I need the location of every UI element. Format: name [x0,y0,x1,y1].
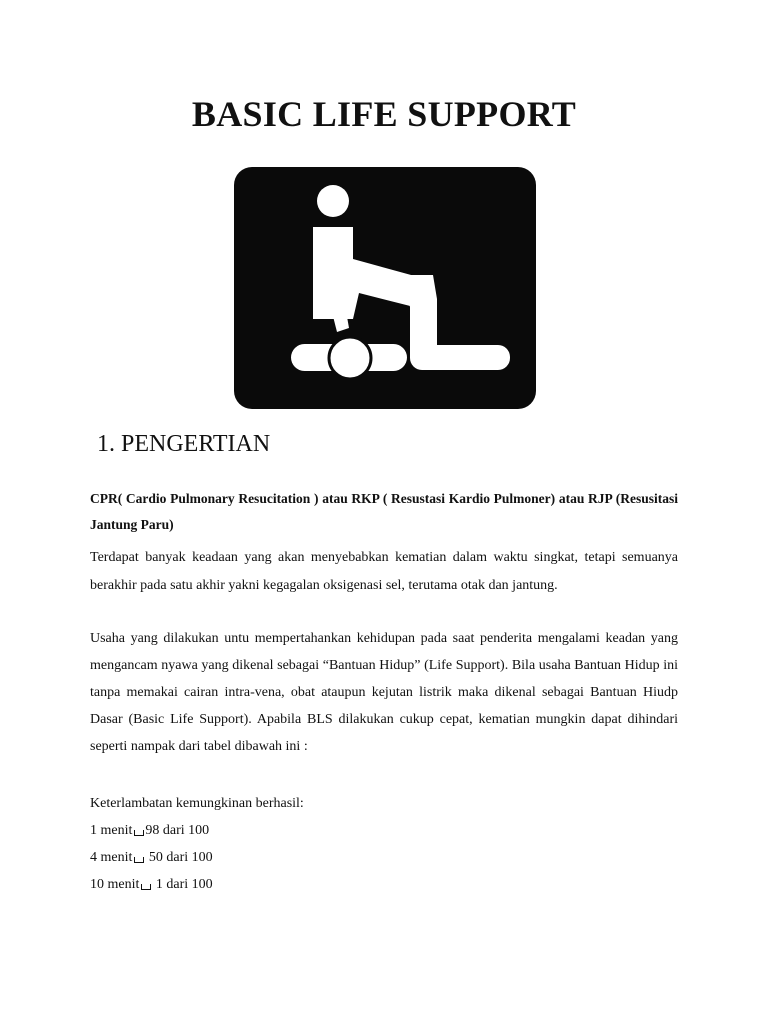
paragraph-oxygenation: Terdapat banyak keadaan yang akan menyebabkan kematian dalam waktu singkat, tetapi semuanya berakhir pada satu akhir yakni kegagalan oksigenasi sel, terutama otak dan jantung. [90,550,678,593]
section-heading [97,428,270,460]
arrow-icon [134,857,144,863]
delay-value: 1 menit [90,823,133,838]
delay-success-list [90,790,304,898]
section-heading-text: PENGERTIAN [121,431,271,457]
arrow-icon [134,830,144,836]
section-number: 1. [97,431,115,457]
cpr-definition: CPR( Cardio Pulmonary Resucitation ) atau RKP ( Resustasi Kardio Pulmoner) atau RJP (Resusitasi Jantung Paru) [90,491,678,532]
list-item [90,844,304,871]
success-value: 50 dari 100 [145,850,213,865]
delay-list-heading: Keterlambatan kemungkinan berhasil: [90,796,304,811]
list-item [90,871,304,898]
arrow-icon [141,884,151,890]
list-item [90,817,304,844]
success-value: 1 dari 100 [152,877,213,892]
document-title: BASIC LIFE SUPPORT [191,94,577,134]
success-value: 98 dari 100 [145,823,210,838]
delay-value: 10 menit [90,877,140,892]
paragraph-life-support: Usaha yang dilakukan untu mempertahankan kehidupan pada saat penderita mengalami keadan yang mengancam nyawa yang dikenal sebagai “Bantuan Hidup” (Life Support). Bila usaha Bantuan Hidup ini tanpa memakai cairan intra-vena, obat ataupun kejutan listrik maka dikenal sebagai Bantuan Hiudp Dasar (Basic Life Support). Apabila BLS dilakukan cukup cepat, kematian mungkin dapat dihindari seperti nampak dari tabel dibawah ini : [90,631,678,754]
cpr-chest-compression-icon [234,167,536,409]
delay-value: 4 menit [90,850,133,865]
